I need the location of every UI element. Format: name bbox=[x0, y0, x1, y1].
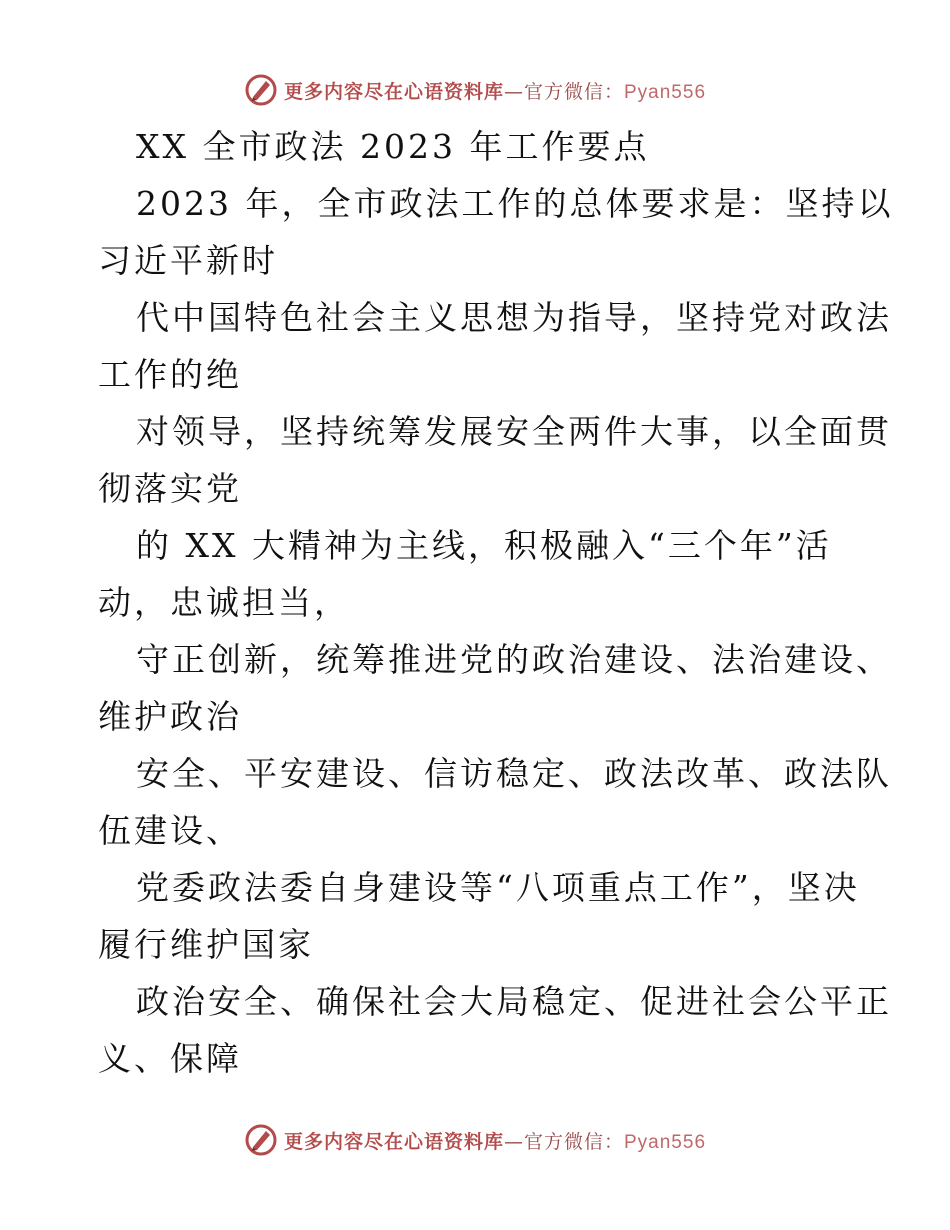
text-line: 对领导，坚持统筹发展安全两件大事，以全面贯 bbox=[136, 412, 892, 451]
text-line: 2023 年，全市政法工作的总体要求是：坚持以 bbox=[136, 184, 894, 223]
pen-logo-icon bbox=[244, 1123, 278, 1157]
header-banner bbox=[0, 70, 950, 110]
banner-wechat-id: Pyan556 bbox=[624, 1131, 707, 1153]
document-title: XX 全市政法 2023 年工作要点 bbox=[136, 127, 650, 166]
banner-dash: — bbox=[503, 1130, 524, 1153]
text-line: 党委政法委自身建设等“八项重点工作”，坚决 bbox=[136, 868, 860, 907]
banner-dash: — bbox=[503, 80, 524, 103]
text-line: 的 XX 大精神为主线，积极融入“三个年”活 bbox=[136, 526, 832, 565]
text-line: 守正创新，统筹推进党的政治建设、法治建设、 bbox=[136, 640, 892, 679]
footer-banner bbox=[0, 1120, 950, 1160]
banner-wechat-id: Pyan556 bbox=[624, 81, 707, 103]
text-line: 工作的绝 bbox=[98, 355, 242, 394]
text-line: 伍建设、 bbox=[98, 811, 242, 850]
text-line: 维护政治 bbox=[98, 697, 242, 736]
text-line: 彻落实党 bbox=[98, 469, 242, 508]
pen-logo-icon bbox=[244, 73, 278, 107]
text-line: 政治安全、确保社会大局稳定、促进社会公平正 bbox=[136, 982, 892, 1021]
text-line: 习近平新时 bbox=[98, 241, 278, 280]
banner-text bbox=[284, 77, 706, 104]
banner-main-text: 更多内容尽在心语资料库 bbox=[283, 1130, 504, 1153]
text-line: 安全、平安建设、信访稳定、政法改革、政法队 bbox=[136, 754, 892, 793]
text-line: 动，忠诚担当， bbox=[98, 583, 350, 622]
banner-main-text: 更多内容尽在心语资料库 bbox=[283, 80, 504, 103]
text-line: 代中国特色社会主义思想为指导，坚持党对政法 bbox=[136, 298, 892, 337]
banner-label: 官方微信： bbox=[523, 80, 624, 103]
banner-text bbox=[284, 1127, 706, 1154]
banner-label: 官方微信： bbox=[523, 1130, 624, 1153]
document-body bbox=[98, 118, 894, 1087]
text-line: 履行维护国家 bbox=[98, 925, 314, 964]
text-line: 义、保障 bbox=[98, 1039, 242, 1078]
